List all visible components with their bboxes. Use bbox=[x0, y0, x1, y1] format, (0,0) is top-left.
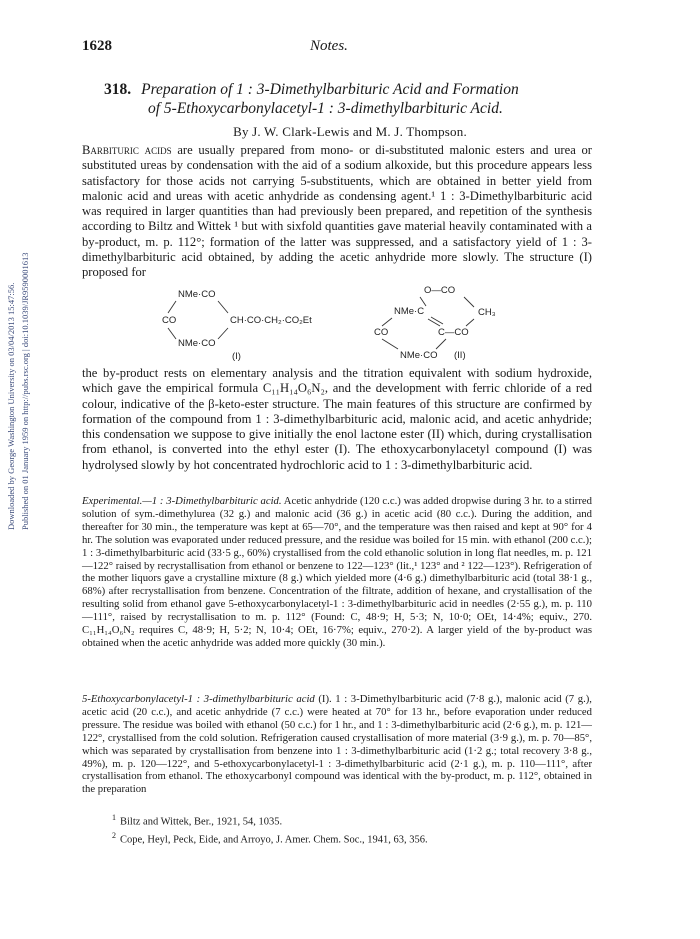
doi-link[interactable]: Published on 01 January 1959 on http://pubs.rsc.org | doi:10.1039/JR9590001613 bbox=[20, 252, 30, 530]
bond-line bbox=[218, 328, 228, 339]
footnote-mark: 2 bbox=[112, 830, 116, 840]
experimental-text: Acetic anhydride (120 c.c.) was added dropwise during 3 hr. to a stirred solution of sym.-dimethylurea (32 g.) and malonic acid (36 g.) in acetic acid (80 c.c.). During the addition, and thereafter for 30 min., the temperature was kept at 65—70°, and the temperature was then raised and kept at 90° for 4 hr. The solution was evaporated under reduced pressure, and the residue was boiled for 15 min. with ethanol (200 c.c.); 1 : 3-dimethylbarbituric acid (33·5 g., 60%) crystallised from the cold ethanolic solution in long flat needles, m. p. 121—122° raised by recrystallisation from ethanol or benzene to 122—123° (lit.,¹ 123° and ² 122—123°). Refrigeration of the mother liquors gave a crystalline mixture (8 g.) which yielded more (4·6 g.) dimethylbarbituric acid (total 38·1 g., 68%) after recrystallisation from benzene. Concentration of the filtrate, addition of hexane, and crystallisation of the resulting solid from ethanol gave 5-ethoxycarbonylacetyl-1 : 3-dimethylbarbituric acid in needles (2·55 g.), m. p. 110—111°, raised by recrystallisation to m. p. 112° (Found: C, 48·9; H, 5·3; N, 10·0; OEt, 14·4%; equiv., 270. C₁₁H₁₄O₆N₂ requires C, 48·9; H, 5·2; N, 10·4; OEt, 16·7%; equiv., 270·2). A larger yield of the by-product was obtained when the acetic anhydride was added more quickly (30 min.). bbox=[82, 495, 592, 649]
bond-line bbox=[382, 339, 398, 349]
bond-line bbox=[436, 339, 446, 349]
bond-line bbox=[218, 301, 228, 313]
experimental-2-text: (I). 1 : 3-Dimethylbarbituric acid (7·8 g.), malonic acid (7 g.), acetic acid (20 c.c.), and acetic anhydride (7 c.c.) were heated at 70° for 13 hr., before evaporation under reduced pressure. The residue was boiled with ethanol (50 c.c.) for 1 hr., and 1 : 3-dimethylbarbituric acid (2·6 g.), m. p. 121—122°, crystallised from the cold solution. Refrigeration caused crystallisation of more material (3·9 g.), m. p. 70—85°, which was separated by crystallisation from benzene into 1 : 3-dimethylbarbituric acid (1·2 g.; total recovery 3·8 g., 49%), m. p. 120—122°, and 5-ethoxycarbonylacetyl-1 : 3-dimethylbarbituric acid (2·1 g.), m. p. 110—111°, after crystallisation from ethanol. The ethoxycarbonyl compound was identical with the by-product, m. p. 112°, obtained in the preparation bbox=[82, 693, 592, 796]
footnote bbox=[112, 829, 428, 847]
footnote-text: Biltz and Wittek, Ber., 1921, 54, 1035. bbox=[120, 816, 283, 828]
structure-i bbox=[160, 283, 360, 363]
struct-ii-right-group: C—CO bbox=[438, 327, 469, 338]
bond-line bbox=[428, 319, 440, 326]
bond-line bbox=[168, 328, 176, 339]
experimental-heading: Experimental.—1 : 3-Dimethylbarbituric acid. bbox=[82, 495, 282, 507]
bond-line bbox=[168, 301, 176, 313]
title-line-2: of 5-Ethoxycarbonylacetyl-1 : 3-dimethylbarbituric Acid. bbox=[148, 100, 503, 117]
experimental-paragraph-2 bbox=[82, 693, 592, 796]
struct-i-label: (I) bbox=[232, 351, 241, 362]
footnote bbox=[112, 811, 428, 829]
footnote-mark: 1 bbox=[112, 813, 116, 822]
discussion-paragraph: the by-product rests on elementary analysis and the titration equivalent with sodium hydroxide, which gave the empirical formula C₁₁H₁₄O₆N₂, and the development with ferric chloride of a red colour, indicative of the β-keto-ester structure. The main features of this structure are confirmed by formation of the compound from 1 : 3-dimethylbarbituric acid, malonic acid, and acetic anhydride; this condensation we suppose to give initially the enol lactone ester (II) which, during crystallisation from ethanol, is converted into the ethyl ester (I). The ethoxycarbonylacetyl compound (I) was hydrolysed slowly by hot concentrated hydrochloric acid to 1 : 3-dimethylbarbituric acid. bbox=[82, 366, 592, 472]
struct-ii-methyl: CH₃ bbox=[478, 307, 496, 318]
struct-i-top-group: NMe·CO bbox=[178, 289, 216, 300]
struct-ii-bottom-group: NMe·CO bbox=[400, 350, 438, 361]
page-number: 1628 bbox=[82, 38, 112, 54]
struct-i-bottom-group: NMe·CO bbox=[178, 338, 216, 349]
struct-ii-top-group: O—CO bbox=[424, 285, 456, 296]
structure-ii bbox=[370, 283, 510, 363]
running-head: Notes. bbox=[310, 38, 348, 54]
struct-ii-left-group: CO bbox=[374, 327, 389, 338]
footnote-text: Cope, Heyl, Peck, Eide, and Arroyo, J. Amer. Chem. Soc., 1941, 63, 356. bbox=[120, 834, 428, 845]
struct-i-left-group: CO bbox=[162, 315, 177, 326]
intro-lead-word: Barbituric acids bbox=[82, 143, 172, 157]
bond-line bbox=[466, 319, 474, 326]
bond-line bbox=[382, 318, 392, 326]
article-title bbox=[104, 80, 584, 118]
article-number: 318. bbox=[104, 81, 132, 98]
authors: By J. W. Clark-Lewis and M. J. Thompson. bbox=[233, 124, 467, 139]
footnotes bbox=[112, 811, 428, 846]
intro-text: are usually prepared from mono- or di-substituted malonic esters and urea or substituted ureas by condensation with the aid of a sodium alkoxide, but this procedure appears less satisfactory for those acids not carrying 5-substituents, which are obtained in better yield from malonic acid and ureas with acetic anhydride as condensing agent.¹ 1 : 3-Dimethylbarbituric acid was required in larger quantities than had previously been prepared, and repetition of the synthesis according to Biltz and Wittek ¹ but with sixfold quantities gave material heavily contaminated with a by-product, m. p. 112°; formation of the latter was suppressed, and a satisfactory yield of 1 : 3-dimethylbarbituric acid obtained, by adding the acetic anhydride more slowly. The structure (I) proposed for bbox=[82, 143, 592, 280]
bond-line bbox=[431, 317, 443, 324]
struct-ii-upper-left: NMe·C bbox=[394, 306, 425, 317]
bond-line bbox=[464, 297, 474, 307]
experimental-2-heading: 5-Ethoxycarbonylacetyl-1 : 3-dimethylbarbituric acid bbox=[82, 693, 315, 705]
struct-ii-label: (II) bbox=[454, 350, 466, 361]
struct-i-side-chain: CH·CO·CH₂·CO₂Et bbox=[230, 315, 312, 326]
bond-line bbox=[420, 297, 426, 306]
title-line-1: Preparation of 1 : 3-Dimethylbarbituric Acid and Formation bbox=[141, 81, 519, 98]
download-note[interactable]: Downloaded by George Washington University on 03/04/2013 15:47:56. bbox=[6, 282, 16, 530]
intro-paragraph bbox=[82, 143, 592, 281]
experimental-paragraph-1 bbox=[82, 495, 592, 650]
